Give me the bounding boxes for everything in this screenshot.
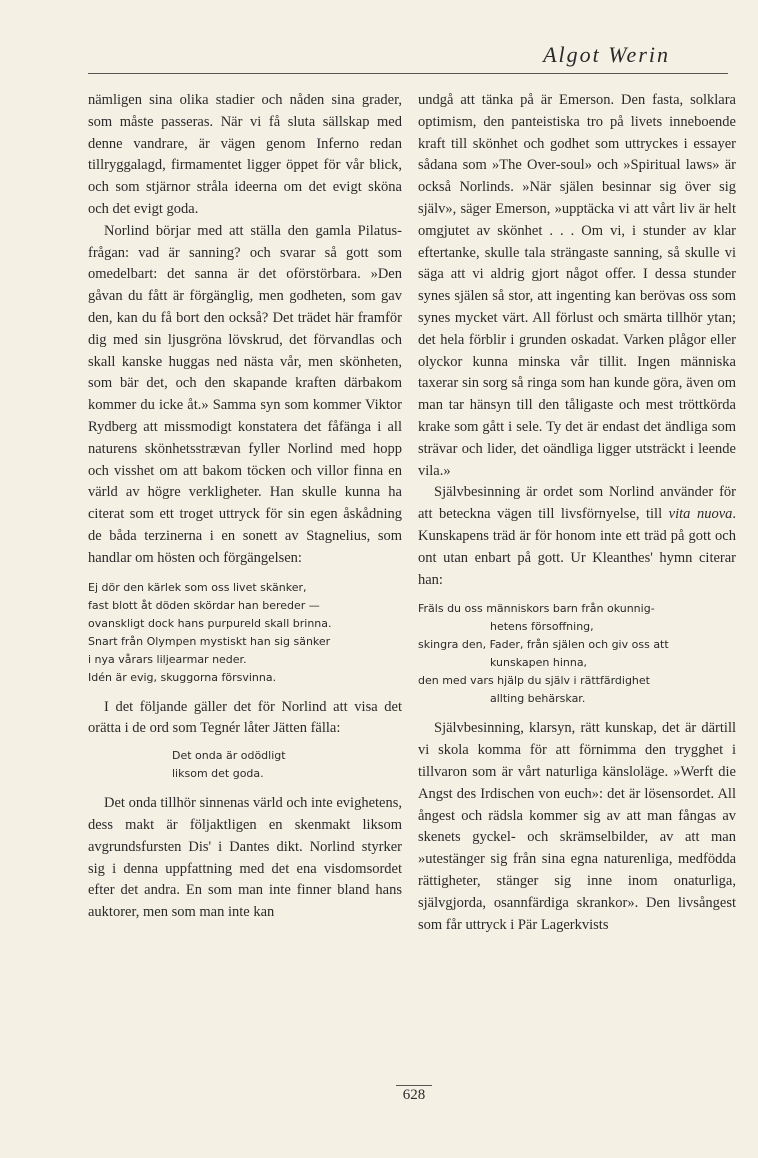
verse-line: hetens försoffning, — [490, 620, 594, 634]
page-header — [88, 40, 728, 74]
right-column — [418, 90, 736, 936]
left-column — [88, 90, 402, 924]
paragraph-text: . Kunskapens träd är för honom inte ett träd på gott och ont utan enbart på gott. Ur Kleanthes' hymn citerar han: — [418, 506, 737, 588]
verse-line: fast blott åt döden skördar han bereder — — [88, 598, 320, 612]
verse-line: Idén är evig, skuggorna försvinna. — [88, 670, 277, 684]
verse-line: Fräls du oss människors barn från okunnig- — [418, 602, 655, 616]
verse-line: i nya vårars liljearmar neder. — [88, 652, 247, 666]
right-paragraph-3: Självbesinning, klarsyn, rätt kunskap, det är därtill vi skola komma för att förnimma den trygghet i tillvaron som är vårt naturliga känsloläge. »Werft die Angst des Irdischen von euch»: det är lösensordet. All ångest och rädsla kommer sig av att man fångas av skenets gyckel- och skrämselbilder, av att man »utestänger sig från sina egna naturenliga, medfödda rättigheter, stänger sig inne inom onaturliga, självgjorda, osannfärdiga skrankor». Den livsångest som får uttryck i Pär Lagerkvists — [418, 720, 736, 933]
verse-line: Ej dör den kärlek som oss livet skänker, — [88, 580, 307, 594]
verse-line: allting behärskar. — [490, 692, 586, 706]
right-paragraph-2 — [418, 482, 736, 591]
kleanthes-hymn — [418, 600, 736, 708]
stagnelius-verse — [88, 579, 402, 687]
verse-line: Det onda är odödligt — [172, 749, 286, 763]
left-paragraph-4: Det onda tillhör sinnenas värld och inte evighetens, dess makt är följaktligen en skenmakt liksom avgrundsfursten Dis' i Dantes dikt. Norlind styrker sig i denna uppfattning med det ena visdomsordet efter det andra. En som man inte finner bland hans auktorer, men som man inte kan — [88, 795, 402, 921]
left-paragraph-1: nämligen sina olika stadier och nåden sina grader, som måste passeras. När vi få sluta sällskap med denne vandrare, är vägen genom Inferno redan tillryggalagd, firmamentet ligger öppet för vår blick, och som stjärnor stråla ideerna om det evigt sköna och det evigt goda. — [88, 92, 402, 217]
running-head: Algot Werin — [543, 42, 670, 67]
verse-line: skingra den, Fader, från själen och giv oss att — [418, 638, 669, 652]
header-rule — [88, 73, 728, 74]
paragraph-text: Självbesinning är ordet som Norlind använder för att beteckna vägen till livsförnyelse, till — [418, 484, 736, 523]
left-paragraph-2: Norlind börjar med att ställa den gamla Pilatus-frågan: vad är sanning? och svarar så gott som omedelbart: det sanna är det oförstörbara. »Den gåvan du fått är förgänglig, men godheten, som gav den, kan du få bort den också? Det trädet här framför dig med sin ljusgröna lövskrud, det förvandlas och skall kanske huggas ned nästa vår, men skönheten, som bär det, och den skapande kraften därbakom kommer du icke åt.» Samma syn som kommer Viktor Rydberg att missmodigt konstatera det fåfänga i all naturens skönhetsstrævan fyller Norlind med hopp och visshet om att bakom töcken och villor finna en värld av högre verkligheter. Han skulle kunna ha citerat som ett troget uttryck för sin egen åskådning de båda terzinerna i en sonett av Stagnelius, som handlar om hösten och förgängelsen: — [88, 222, 402, 566]
italic-phrase: vita nuova — [668, 506, 733, 523]
verse-line: liksom det goda. — [172, 767, 264, 781]
verse-line: kunskapen hinna, — [490, 656, 588, 670]
verse-line: den med vars hjälp du själv i rättfärdighet — [418, 674, 650, 688]
right-paragraph-1: undgå att tänka på är Emerson. Den fasta, solklara optimism, den panteistiska tro på livets inneboende kraft till skönhet och godhet som uttryckes i essayer sådana som »The Over-soul» och »Spiritual laws» är också Norlinds. »När själen besinnar sig över sig själv», säger Emerson, »upptäcka vi att vårt liv är helt omgjutet av skönhet . . . Om vi, i stunder av klar eftertanke, skulle tala strängaste sanning, så skulle vi säga att vi aldrig gjort något offer. I dessa stunder synes själen så stor, att ingenting kan berövas oss som synes mycket värt. All förlust och smärta tillhör ytan; det hela förblir i grunden oskadat. Varken plågor eller olyckor kunna minska vår tillit. Ingen människa taxerar sin sorg så ringa som han kunde göra, även om man tar hänsyn till den tåligaste och mest tröttkörda krake som gått i sele. Ty det är endast det ändliga som strävar och lider, det oändliga ligger utsträckt i leende vila.» — [418, 92, 736, 479]
verse-line: ovanskligt dock hans purpureld skall brinna. — [88, 616, 332, 630]
left-paragraph-3: I det följande gäller det för Norlind att visa det orätta i de ord som Tegnér låter Jätten fälla: — [88, 698, 402, 737]
verse-line: Snart från Olympen mystiskt han sig sänker — [88, 634, 331, 648]
tegner-quote — [88, 747, 402, 783]
page-number: 628 — [396, 1085, 432, 1104]
